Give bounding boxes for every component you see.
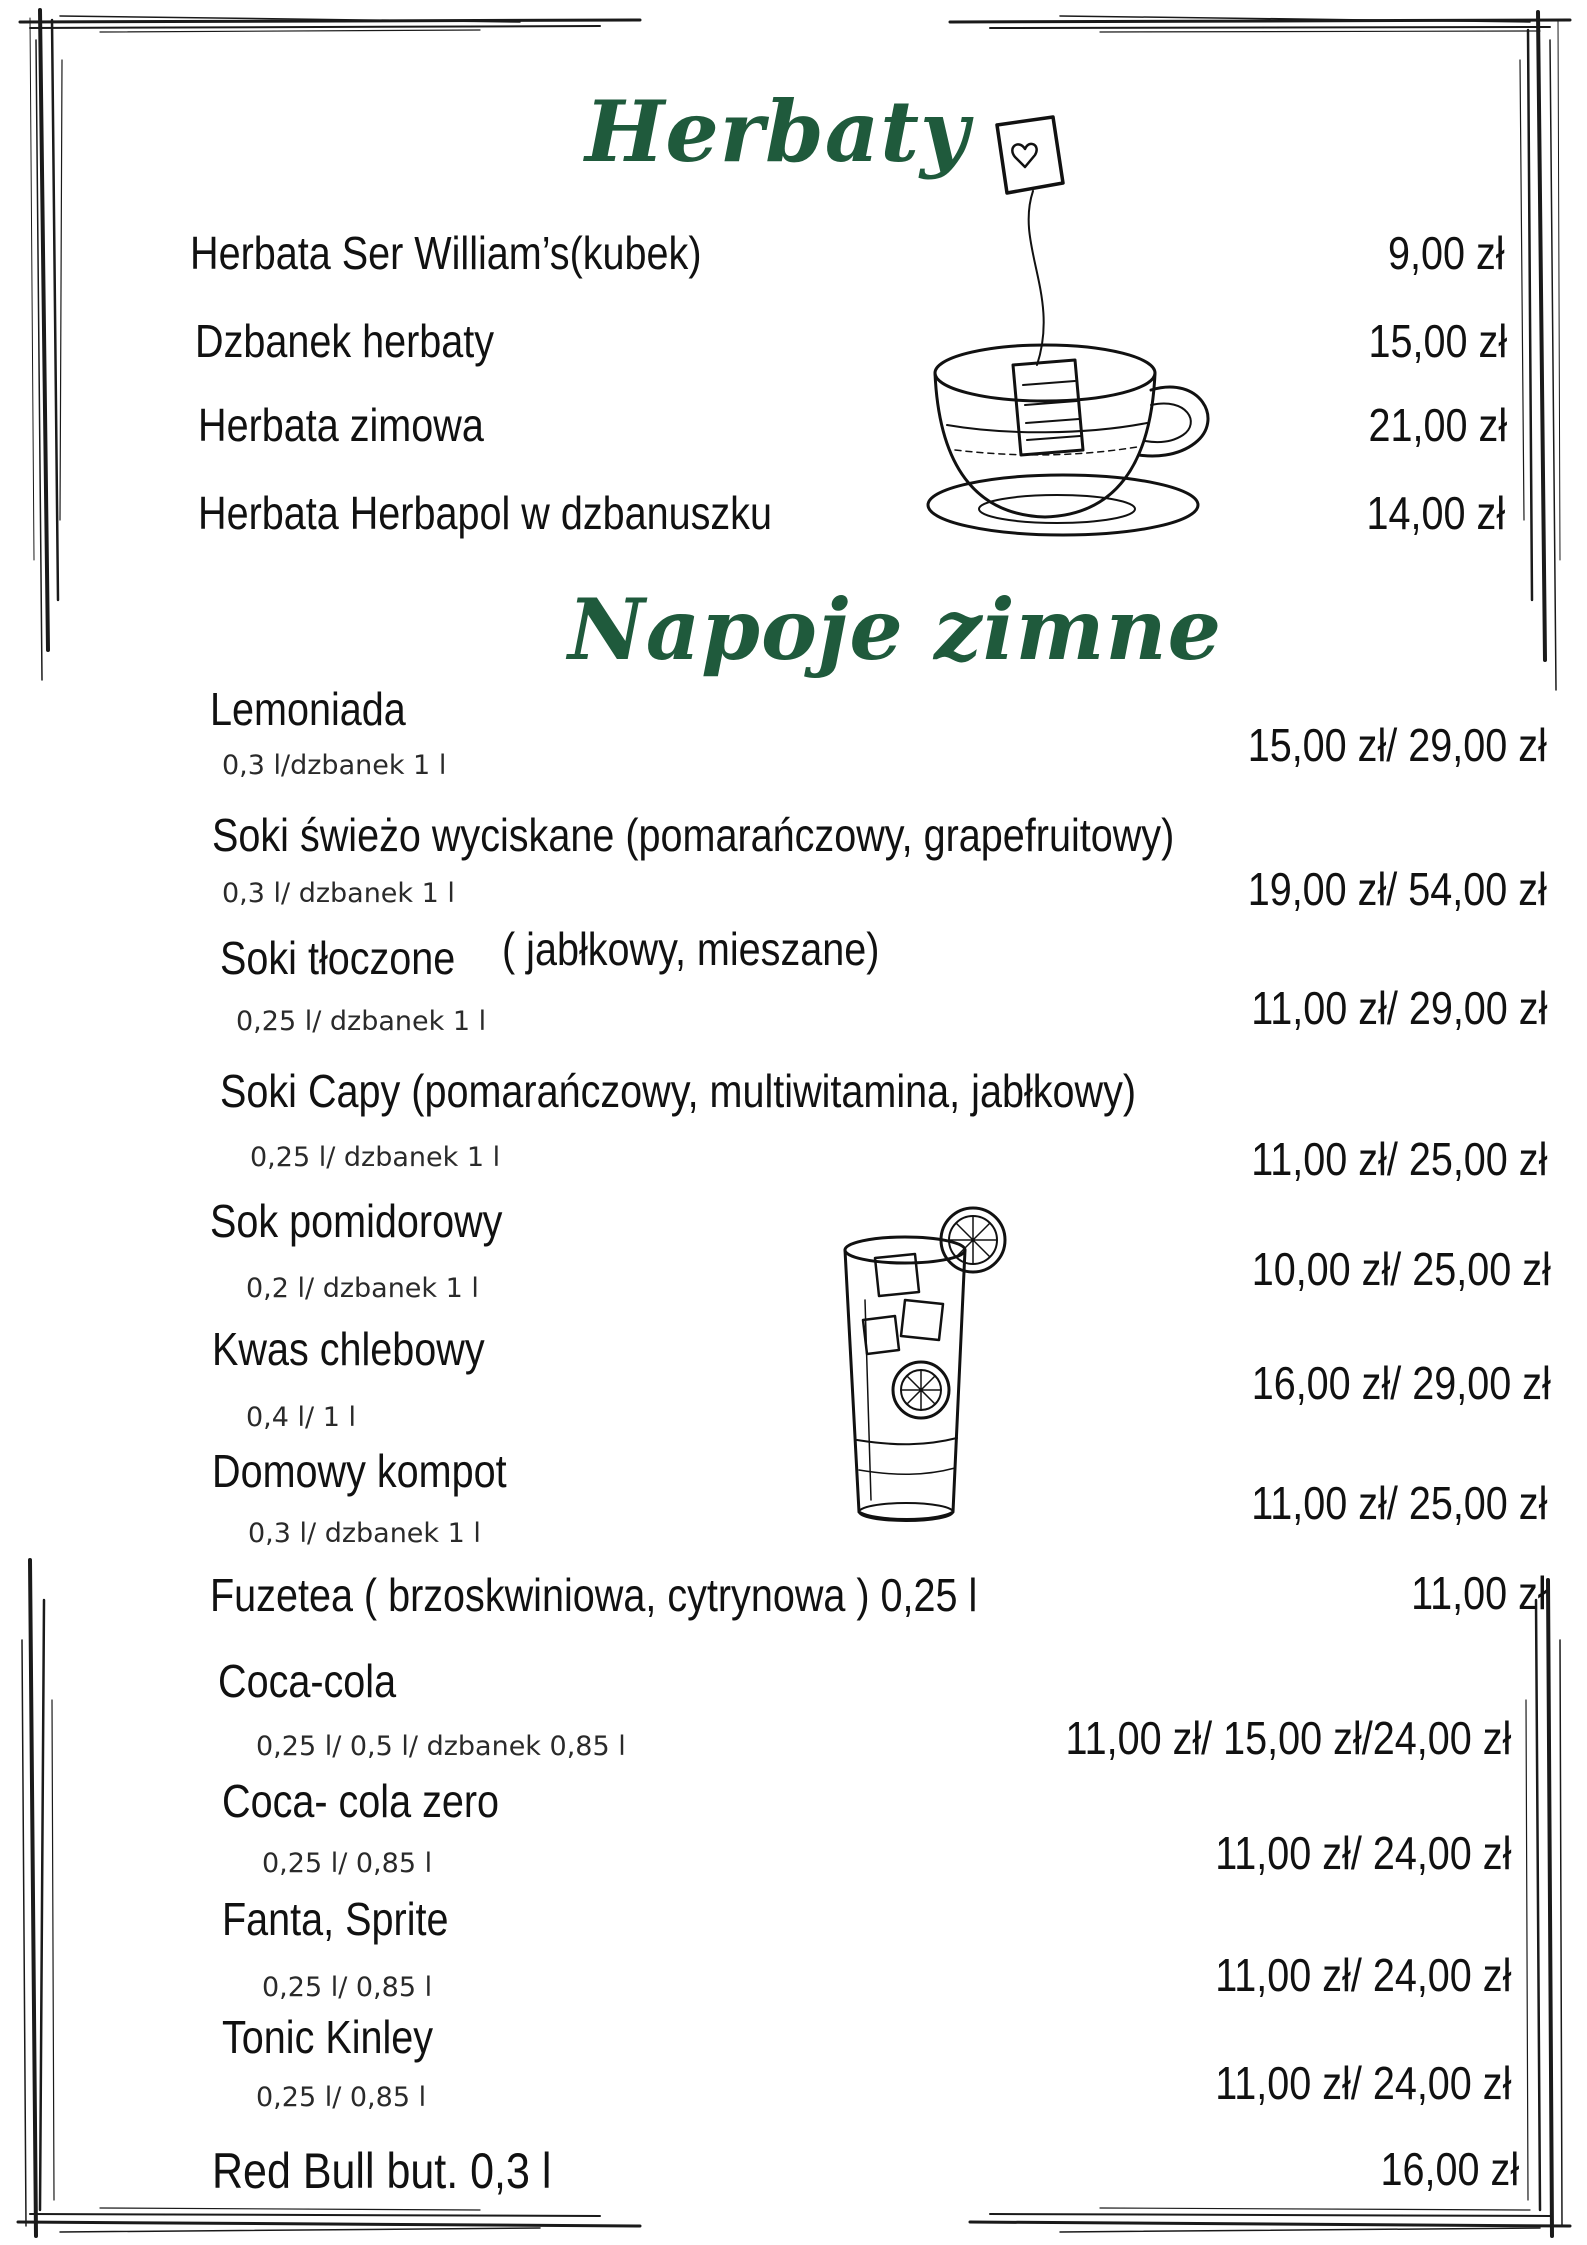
item-price: 15,00 zł/ 29,00 zł <box>1247 719 1547 771</box>
item-price: 11,00 zł/ 24,00 zł <box>1214 1827 1511 1879</box>
item-volume: 0,25 l/ dzbanek 1 l <box>236 1006 487 1037</box>
item-price: 10,00 zł/ 25,00 zł <box>1251 1243 1551 1295</box>
item-price: 11,00 zł <box>1411 1567 1547 1619</box>
item-volume: 0,3 l/ dzbanek 1 l <box>248 1518 481 1549</box>
item-name: Dzbanek herbaty <box>195 315 495 367</box>
item-name-extra: ( jabłkowy, mieszane) <box>502 923 880 975</box>
item-price: 11,00 zł/ 25,00 zł <box>1250 1477 1547 1529</box>
item-price: 14,00 zł <box>1366 487 1505 539</box>
item-name: Sok pomidorowy <box>210 1195 503 1247</box>
section-title-tea: Herbaty <box>585 82 970 181</box>
item-name: Herbata Herbapol w dzbanuszku <box>198 487 772 539</box>
item-name: Coca- cola zero <box>222 1775 500 1827</box>
item-name: Herbata zimowa <box>198 399 484 451</box>
item-name: Tonic Kinley <box>222 2011 434 2063</box>
item-price: 21,00 zł <box>1368 399 1507 451</box>
item-volume: 0,25 l/ 0,85 l <box>256 2082 427 2113</box>
item-price: 19,00 zł/ 54,00 zł <box>1247 863 1547 915</box>
item-name: Red Bull but. 0,3 l <box>212 2143 552 2199</box>
item-name: Herbata Ser William’s(kubek) <box>190 227 702 279</box>
item-volume: 0,3 l/ dzbanek 1 l <box>222 878 455 909</box>
item-price: 15,00 zł <box>1368 315 1507 367</box>
item-price: 9,00 zł <box>1388 227 1505 279</box>
item-name: Soki Capy (pomarańczowy, multiwitamina, jabłkowy) <box>220 1065 1137 1117</box>
item-price: 16,00 zł <box>1380 2143 1519 2195</box>
item-price: 11,00 zł/ 29,00 zł <box>1250 982 1547 1034</box>
item-price: 11,00 zł/ 24,00 zł <box>1214 2057 1511 2109</box>
item-name: Kwas chlebowy <box>212 1323 485 1375</box>
item-name: Soki tłoczone <box>220 932 456 984</box>
item-volume: 0,2 l/ dzbanek 1 l <box>246 1273 479 1304</box>
iced-drink-illustration <box>835 1200 1020 1530</box>
item-price: 11,00 zł/ 15,00 zł/24,00 zł <box>1065 1712 1511 1764</box>
item-name: Lemoniada <box>210 683 406 735</box>
item-name: Fuzetea ( brzoskwiniowa, cytrynowa ) 0,25 l <box>210 1569 978 1621</box>
item-price: 11,00 zł/ 24,00 zł <box>1214 1949 1511 2001</box>
item-volume: 0,3 l/dzbanek 1 l <box>222 750 447 781</box>
item-volume: 0,25 l/ 0,85 l <box>262 1848 433 1879</box>
item-volume: 0,25 l/ 0,5 l/ dzbanek 0,85 l <box>256 1731 626 1762</box>
item-price: 11,00 zł/ 25,00 zł <box>1250 1133 1547 1185</box>
item-volume: 0,4 l/ 1 l <box>246 1402 356 1433</box>
item-price: 16,00 zł/ 29,00 zł <box>1251 1357 1551 1409</box>
item-volume: 0,25 l/ 0,85 l <box>262 1972 433 2003</box>
item-name: Fanta, Sprite <box>222 1893 449 1945</box>
item-volume: 0,25 l/ dzbanek 1 l <box>250 1142 501 1173</box>
item-name: Soki świeżo wyciskane (pomarańczowy, grapefruitowy) <box>212 809 1175 861</box>
item-name: Coca-cola <box>218 1655 397 1707</box>
teacup-illustration <box>925 105 1225 555</box>
item-name: Domowy kompot <box>212 1445 507 1497</box>
section-title-cold: Napoje zimne <box>568 580 1223 679</box>
